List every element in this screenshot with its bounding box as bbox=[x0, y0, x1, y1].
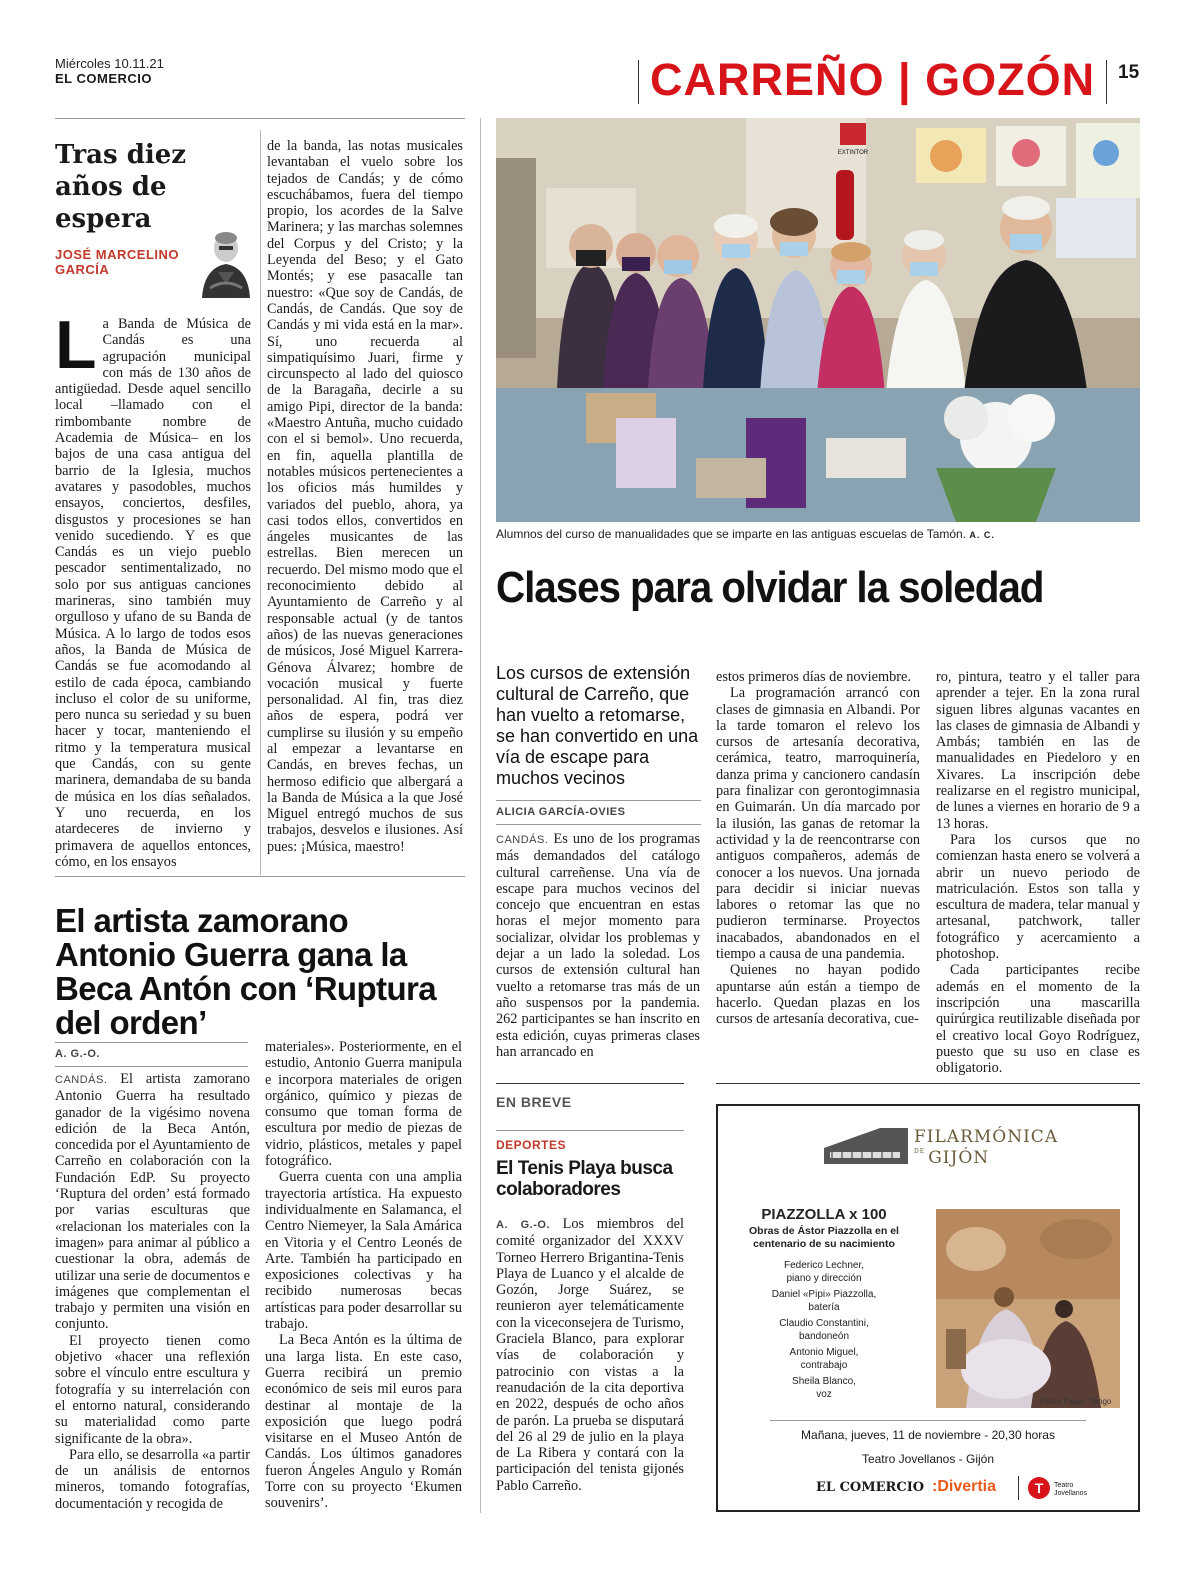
main-paragraph: estos primeros días de noviembre. bbox=[716, 669, 911, 685]
main-byline-rule-bottom bbox=[496, 824, 701, 825]
page-column-divider bbox=[480, 118, 481, 1513]
art-paragraph: El artista zamorano Antonio Guerra ha resultado ganador de la vigésimo novena edición de la Beca Antón, concedida por el Ayuntamiento de Carreño en colaboración con la Fundación EdP. Su proyecto ‘Ruptura del orden’ está formado por varias esculturas que «relacionan los materiales con la imagen» para animar al público a cuestionar la obra, además de utilizar una serie de documentos e imágenes que complementan el trabajo y permiten una visión en conjunto. bbox=[55, 1071, 251, 1333]
art-article-column-2 bbox=[265, 1039, 462, 1512]
art-article-author: A. G.-O. bbox=[55, 1048, 100, 1060]
art-paragraph: La Beca Antón es la última de una larga lista. En este caso, Guerra recibirá un premio económico de seis mil euros para destinar al montaje de la exposición que luego podrá visitarse en el Museo Antón de Candás. Los últimos ganadores fueron Ángeles Angulo y Román Torre con su proyecto ‘Ekumen souvenirs’. bbox=[265, 1332, 462, 1512]
main-deck: Los cursos de extensión cultural de Carreño, que han vuelto a retomarse, se han convertido en una vía de escape para muchos vecinos bbox=[496, 663, 699, 788]
opinion-top-rule bbox=[55, 118, 465, 119]
concert-ad bbox=[716, 1104, 1140, 1512]
page-number: 15 bbox=[1118, 62, 1140, 83]
art-paragraph: Para ello, se desarrolla «a partir de un análisis de entornos mineros, tomando fotografías, documentación y recogida de bbox=[55, 1446, 251, 1512]
ad-brand-de: DE bbox=[914, 1148, 926, 1155]
opinion-column-2 bbox=[267, 138, 463, 855]
performer: Sheila Blanco, voz bbox=[792, 1376, 856, 1400]
brief-category: DEPORTES bbox=[496, 1138, 567, 1152]
photo-credit: A. C. bbox=[969, 530, 995, 540]
section-title: CARREÑO | GOZÓN bbox=[650, 54, 1096, 105]
issue-date: Miércoles 10.11.21 bbox=[55, 56, 164, 71]
ad-brand-city bbox=[914, 1148, 989, 1168]
art-article-headline: El artista zamorano Antonio Guerra gana la Beca Antón con ‘Ruptura del orden’ bbox=[55, 902, 436, 1041]
main-paragraph: La programación arrancó con clases de gimnasia en Albandi. Por la tarde tomaron el relevo los cursos de artesanía decorativa, cerámica, teatro, marroquinería, danza prima y cancionero candasín para finalizar con gerontogimnasia en Guimarán. Un día marcado por la ilusión, las ganas de retomar la actividad y la de reencontrarse con antiguos compañeros, además de conocer a los nuevos. Una jornada para decidir si iniciar nuevas labores o retomar las que no pudieron terminarse. Proyectos inacabados, abandonados en el tiempo a causa de una pandemia. bbox=[716, 685, 920, 963]
brief-rule bbox=[496, 1130, 684, 1131]
performer: Claudio Constantini, bandoneón bbox=[779, 1318, 869, 1342]
opinion-title: Tras diez años de espera bbox=[55, 140, 187, 234]
sponsor-teatro: Teatro Jovellanos bbox=[1054, 1482, 1088, 1497]
photo-caption bbox=[496, 527, 995, 541]
caption-text: Alumnos del curso de manualidades que se imparte en las antiguas escuelas de Tamón. bbox=[496, 527, 967, 541]
brief-body bbox=[496, 1216, 684, 1494]
art-paragraph: materiales». Posteriormente, en el estudio, Antonio Guerra manipula e incorpora materiales de origen orgánico, químico y piezas de consumo que toman forma de escultura por medio de piezas de vidrio, plásticos, metales y papel fotográfico. bbox=[265, 1039, 462, 1170]
ad-separator bbox=[770, 1420, 1086, 1421]
ad-performers bbox=[734, 1259, 914, 1401]
brief-title: El Tenis Playa busca colaboradores bbox=[496, 1158, 673, 1200]
opinion-column-divider bbox=[260, 130, 261, 875]
ad-title: PIAZZOLLA x 100 bbox=[761, 1206, 887, 1223]
masthead-divider-left bbox=[638, 60, 639, 104]
drop-cap: L bbox=[55, 307, 97, 383]
ad-venue: Teatro Jovellanos - Gijón bbox=[861, 1452, 995, 1466]
ad-sponsors bbox=[718, 1476, 1138, 1504]
class-photo bbox=[496, 118, 1140, 522]
author-portrait bbox=[196, 228, 256, 298]
tango-painting bbox=[936, 1209, 1120, 1408]
main-paragraph: Quienes no hayan podido apuntarse aún están a tiempo de hacerlo. Quedan plazas en los cursos de artesanía decorativa, cue- bbox=[716, 962, 920, 1028]
main-headline: Clases para olvidar la soledad bbox=[496, 563, 1044, 612]
opinion-bottom-rule bbox=[55, 876, 465, 877]
brief-author: A. G.-O. bbox=[496, 1219, 550, 1231]
art-paragraph: El proyecto tienen como objetivo «hacer una reflexión sobre el vínculo entre escultura y fotografía y su interrelación con el entorno natural, considerando su materialidad como parte significante de la obra». bbox=[55, 1332, 250, 1447]
painting-credit: Pedro Figari, 'Tango bbox=[1040, 1397, 1112, 1406]
main-column-3 bbox=[936, 669, 1140, 1076]
exit-sign: EXTINTOR bbox=[837, 150, 869, 156]
ad-brand-gijon: GIJÓN bbox=[928, 1148, 990, 1168]
brief-top-rule bbox=[496, 1083, 684, 1084]
main-paragraph: Cada participantes recibe además en el momento de la inscripción una mascarilla quirúrgica reutilizable diseñada por el creativo local Goyo Rodríguez, puesto que su uso en clase es obligatorio. bbox=[936, 962, 1140, 1077]
dateline: CANDÁS. bbox=[55, 1074, 108, 1086]
sponsor-el-comercio: EL COMERCIO bbox=[816, 1480, 925, 1495]
ad-date: Mañana, jueves, 11 de noviembre - 20,30 horas bbox=[801, 1428, 1055, 1442]
piano-logo bbox=[822, 1124, 910, 1168]
ad-program bbox=[734, 1206, 914, 1404]
opinion-lead: a Banda de Música de Candás es una agrupación municipal con más de 130 años de antigüedad. bbox=[55, 316, 251, 398]
main-column-2 bbox=[716, 669, 920, 1028]
ad-subtitle: Obras de Ástor Piazzolla en el centenario de su nacimiento bbox=[749, 1225, 899, 1250]
opinion-body-continued: de la banda, las notas musicales levantaban el vuelo sobre los tejados de Candás; y de cómo escuchábamos, fuera del tiempo propio, los acordes de la Salve Marinera; y las marchas solemnes del Corpus y del Cristo; y la Leyenda del Beso; y el Gato Montés; y ese pasacalle tan nuestro: «Que soy de Candás, de Candás, de Candás. Que soy de Candás y mi vida está en la mar». Sí, uno recuerda al simpatiquísimo Juari, firme y circunspecto al lado del quiosco de la Baragaña, decirle a su amigo Pipi, director de la banda: «Maestro Antuña, mucho cuidado con el si bemol». Uno recuerda, en fin, aquella plantilla de notables músicos pertenecientes a los oficios más humildes y variados del pueblo, ahora, ya casi todos ellos, convertidos en ángeles musicantes de las estrellas. Bien merecen un recuerdo. Del mismo modo que el reconocimiento debido al Ayuntamiento de Carreño y al responsable actual (y de tantos años) de las nuevas generaciones de músicos, José Miguel Karrera-Génova Álvarez; hombre de vocación musical y fuerte personalidad. Al fin, tras diez años de espera, podrá ver cumplirse su ilusión y su empeño al empezar a levantarse en Candás, en breves fechas, un hermoso edificio que albergará a la Banda de Música a la que José Miguel entregó muchos de sus trabajos, desvelos e ilusiones. Así pues: ¡Música, maestro! bbox=[267, 138, 463, 855]
performer: Antonio Miguel, contrabajo bbox=[789, 1347, 859, 1371]
masthead-divider-right bbox=[1106, 60, 1107, 104]
performer: Federico Lechner, piano y dirección bbox=[783, 1260, 865, 1284]
opinion-column-1 bbox=[55, 307, 252, 870]
opinion-author: JOSÉ MARCELINO GARCÍA bbox=[55, 247, 180, 277]
art-byline-rule-bottom bbox=[55, 1066, 248, 1067]
art-paragraph: Guerra cuenta con una amplia trayectoria artística. Ha expuesto individualmente en Salamanca, el Centro Niemeyer, la Sala Amárica en Vitoria y el Centro Leonés de Arte. También ha participado en exposiciones colectivas y ha recibido numerosas becas artísticas para poder desarrollar su trabajo. bbox=[265, 1169, 462, 1333]
sponsor-divider bbox=[1018, 1476, 1019, 1500]
main-author: ALICIA GARCÍA-OVIES bbox=[496, 806, 626, 818]
main-byline-rule bbox=[496, 800, 701, 801]
main-paragraph: Para los cursos que no comienzan hasta enero se volverá a abrir un nuevo periodo de matriculación. Estos son talla y escultura de madera, telar manual y artesanal, patchwork, taller fotográfico y acercamiento a photoshop. bbox=[936, 831, 1140, 963]
dateline: CANDÁS. bbox=[496, 834, 549, 846]
art-article-column-1 bbox=[55, 1071, 250, 1512]
main-column-1 bbox=[496, 831, 700, 1060]
performer: Daniel «Pipi» Piazzolla, batería bbox=[771, 1289, 877, 1313]
brief-label: EN BREVE bbox=[496, 1094, 572, 1110]
teatro-logo-icon: T bbox=[1028, 1477, 1050, 1499]
main-paragraph: Es uno de los programas más demandados del catálogo cultural carreñense. Una vía de escape para muchos vecinos del concejo que encuentran en estas horas el mejor momento para socializar, olvidar los problemas y dejar a un lado la soledad. Los cursos de extensión cultural han vuelto a retomarse tras más de un año suspensos por la pandemia. 262 participantes se han inscrito en esta edición, cuyas primeras clases han arrancado en bbox=[496, 831, 701, 1060]
brief-text: Los miembros del comité organizador del XXXV Torneo Herrero Brigantina-Tenis Playa de Luanco y el alcalde de Gozón, Jorge Suárez, se reunieron ayer telemáticamente con la viceconsejera de Turismo, Graciela Blanco, para explorar vías de colaboración y patrocinio con vistas a la reanudación de la cita deportiva en 2022, después de ocho años de parón. La prueba se disputará del 26 al 29 de julio en la playa de La Ribera y contará con la participación del tenista gijonés Pablo Carreño. bbox=[496, 1216, 684, 1494]
art-byline-rule bbox=[55, 1042, 248, 1043]
main-paragraph: ro, pintura, teatro y el taller para aprender a tejer. En la zona rural siguen libres algunas vacantes en las clases de gimnasia de Albandi y Ambás; también en las de manualidades en Piedeloro y en Xivares. La inscripción debe realizarse en el registro municipal, de lunes a viernes en horario de 9 a 13 horas. bbox=[936, 669, 1140, 832]
newspaper-name: EL COMERCIO bbox=[55, 71, 152, 86]
sponsor-divertia: :Divertia bbox=[932, 1478, 997, 1495]
ad-top-rule bbox=[716, 1083, 1140, 1084]
opinion-body: Desde aquel sencillo local –llamado con el rimbombante nombre de Academia de Música– en los bajos de una casa antigua del barrio de la Iglesia, muchos avatares y pasodobles, muchos ensayos, conciertos, desfiles, disgustos y procesiones se han venido sucediendo. Y es que Candás es un viejo pueblo pescador sentimentalizado, no solo por sus antiguas canciones marineras, sino también muy orgulloso y ufano de su Banda de Música. A lo largo de todos esos años, la Banda de Música de Candás se fue acomodando al estilo de cada época, cambiando incluso el color de su uniforme, pero nunca su seriedad y su buen hacer y tocar, manteniendo el ritmo y la temperatura musical que Candás, con su gente marinera, demandaba de su banda de música en los días señalados. Y uno recuerda, en los atardeceres de invierno y primavera de aquellos entonces, cómo, en los ensayos bbox=[55, 381, 252, 870]
ad-brand: FILARMÓNICA bbox=[914, 1127, 1059, 1147]
